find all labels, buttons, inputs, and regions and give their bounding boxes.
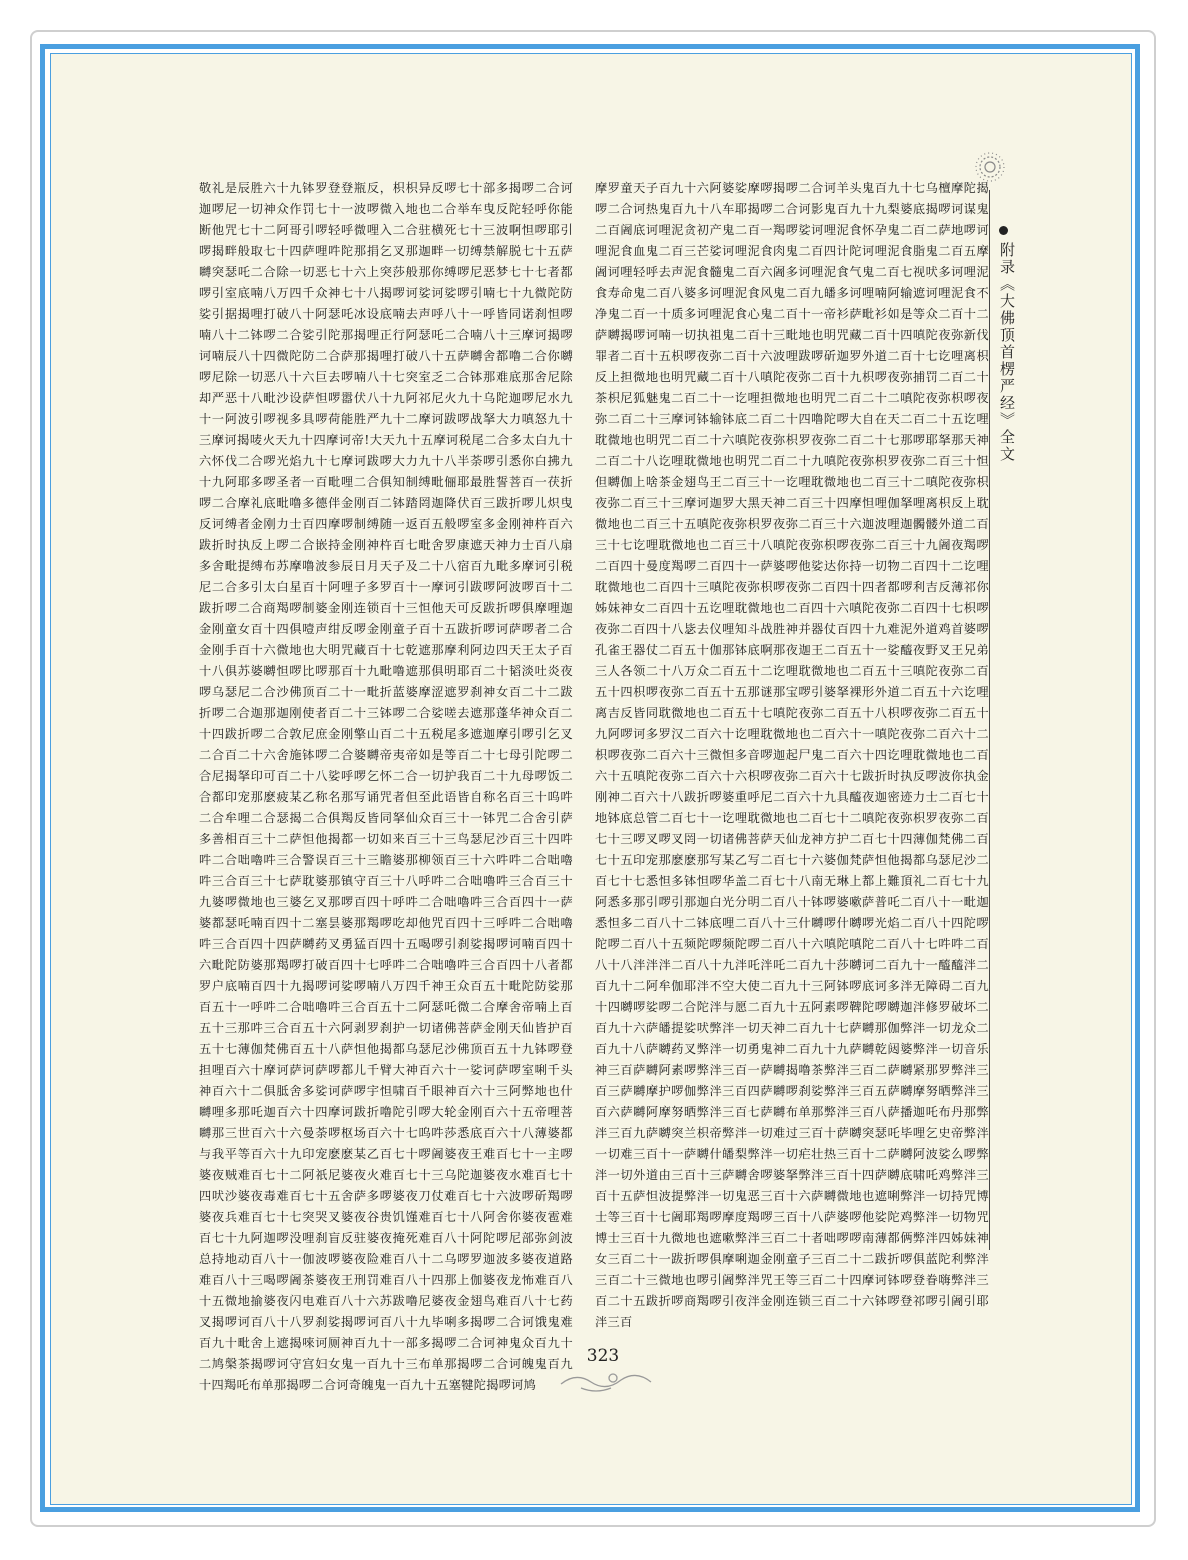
appendix-side-label: 附录《大佛顶首楞严经》全文 [998,242,1016,463]
column-divider [989,190,990,1250]
right-text-column: 摩罗童天子百九十六阿婆娑摩啰揭啰二合诃羊头鬼百九十七乌檀摩陀揭啰二合诃热鬼百九十八车耶揭啰二合诃影鬼百九十九梨婆底揭啰诃谋鬼二百阇底诃哩泥贪初产鬼二百一羯啰娑诃哩泥食怀孕鬼二百二萨地啰诃哩泥食血鬼二百三芒娑诃哩泥食肉鬼二百四计陀诃哩泥食脂鬼二百五摩阇诃哩轻呼去声泥食髓鬼二百六阇多诃哩泥食气鬼二百七视吠多诃哩泥食寿命鬼二百八婆多诃哩泥食风鬼二百九皤多诃哩喃阿输遮诃哩泥食不净鬼二百一十质多诃哩泥食心鬼二百十一帝衫萨毗衫如是等众二百十二萨嚩揭啰诃喃一切执祖鬼二百十三毗地也明咒藏二百十四嗔陀夜弥新伐罪者二百十五枳啰夜弥二百十六波哩跋啰斫迦罗外道二百十七讫哩离枳反上担微地也明咒藏二百十八嗔陀夜弥二百十九枳啰夜弥捕罚二百二十茶枳尼狐魅鬼二百二十一讫哩担微地也明咒二百二十二嗔陀夜弥枳啰夜弥二百二十三摩诃钵输钵底二百二十四噜陀啰大自在天二百二十五讫哩耽微地也明咒二百二十六嗔陀夜弥枳罗夜弥二百二十七那啰耶拏那天神二百二十八讫哩耽微地也明咒二百二十九嗔陀夜弥枳罗夜弥二百三十怛但嚩伽上啥茶金翅鸟王二百三十一讫哩耽微地也二百三十二嗔陀夜弥枳夜弥二百三十三摩诃迦罗大黑天神二百三十四摩怛哩伽拏哩离枳反上耽微地也二百三十五嗔陀夜弥枳罗夜弥二百三十六迦波哩迦髑髅外道二百三十七讫哩耽微地也二百三十八嗔陀夜弥枳啰夜弥二百三十九阇夜羯啰二百四十曼度羯啰二百四十一萨婆啰他娑达你持一切物二百四十二讫哩耽微地也二百四十三嗔陀夜弥枳啰夜弥二百四十四者都啰利吉反薄祁你姊妹神女二百四十五讫哩耽微地也二百四十六嗔陀夜弥二百四十七枳啰夜弥二百四十八毖去仪哩知斗战胜神并器仗百四十九难泥外道鸡首婆啰孔雀王器仗二百五十伽那钵底啊那夜迦王二百五十一娑醯夜野叉王兄弟三人各领二十八万众二百五十二讫哩耽微地也二百五十三嗔陀夜弥二百五十四枳啰夜弥二百五十五那谜那宝啰引婆拏裸形外道二百五十六讫哩离吉反皆同耽微地也二百五十七嗔陀夜弥二百五十八枳啰夜弥二百五十九阿啰诃多罗汉二百六十讫哩耽微地也二百六十一嗔陀夜弥二百六十二枳啰夜弥二百六十三微怛多音啰迦起尸鬼二百六十四讫哩耽微地也二百六十五嗔陀夜弥二百六十六枳啰夜弥二百六十七跋折时执反啰波你执金刚神二百六十八跋折啰婆重呼尼二百六十九具醯夜迦密迹力士二百七十地钵底总管二百七十一讫哩耽微地也二百七十二嗔陀夜弥枳罗夜弥二百七十三啰叉啰叉罔一切诸佛菩萨天仙龙神方护二百七十四薄伽梵佛二百七十五印宠那麽麽那写某乙写二百七十六婆伽梵萨怛他揭都乌瑟尼沙二百七十七悉怛多钵怛啰华盖二百七十八南无琳上都上難頂礼二百七十九阿悉多那引啰引那迦白光分明二百八十钵啰婆嗽萨普吒二百八十一毗迦悉怛多二百八十二钵底哩二百八十三什嚩啰什嚩啰光焰二百八十四陀啰陀啰二百八十五频陀啰频陀啰二百八十六嗔陀嗔陀二百八十七吽吽二百八十八泮泮泮二百八十九泮吒泮吒二百九十莎嚩诃二百九十一醯醯泮二百九十二阿牟伽耶泮不空大使二百九十三阿钵啰底诃多泮无障碍二百九十四嚩啰娑啰二合陀泮与愿二百九十五阿素啰鞞陀啰嚩迦泮修罗破坏二百九十六萨皤提娑吠弊泮一切天神二百九十七萨嚩那伽弊泮一切龙众二百九十八萨嚩药叉弊泮一切勇鬼神二百九十九萨嚩乾闼婆弊泮一切音乐神三百萨嚩阿素啰弊泮三百一萨嚩揭噜茶弊泮三百二萨嚩紧那罗弊泮三百三萨嚩摩护啰伽弊泮三百四萨嚩啰刹娑弊泮三百五萨嚩摩努晒弊泮三百六萨嚩阿摩努晒弊泮三百七萨嚩布单那弊泮三百八萨播迦吒布丹那弊泮三百九萨嚩突兰枳帝弊泮一切难过三百十萨嚩突瑟吒毕哩乞史帝弊泮一切难三百十一萨嚩什皤梨弊泮一切疟壮热三百十二萨嚩阿波娑么啰弊泮一切外道由三百十三萨嚩舍啰婆拏弊泮三百十四萨嚩底啸吒鸡弊泮三百十五萨怛波提弊泮一切鬼恶三百十六萨嚩微地也遮唎弊泮一切持咒博士等三百十七阇耶羯啰摩度羯啰三百十八萨婆啰他娑陀鸡弊泮一切物咒博士三百十九微地也遮嗽弊泮三百二十者咄啰啰南薄都俩弊泮四姊妹神女三百二十一跋折啰俱摩唎迦金刚童子三百二十二跋折啰俱蓝陀利弊泮三百二十三微地也啰引阇弊泮咒王等三百二十四摩诃钵啰登眷嗨弊泮三百二十五跋折啰商羯啰引夜泮金刚连锁三百二十六钵啰登祁啰引阇引耶泮三百 [595,181,989,1329]
left-text-column: 敬礼是辰胜六十九钵罗登登瓶反，枳枳异反啰七十部多揭啰二合诃迦啰尼一切神众作罚七十一波啰微入地也二合举车曳反陀轻呼你能断他咒七十二阿哥引啰轻呼微哩入二合驻横死七十三波啊怛啰耶引啰揭畔般取七十四萨哩吽陀那捐乞叉那迦畔一切缚禁解脱七十五萨嚩突瑟吒二合除一切恶七十六上突莎般那你缚啰尼恶梦七十七者都啰引室底喃八万四千众神七十八揭啰诃娑诃娑啰引喃七十九微陀防娑引据揭哩打破八十阿瑟吒冰设底喃去声呼八十一呼皆同诺刹怛啰喃八十二钵啰二合娑引陀那揭哩正行阿瑟吒二合喃八十三摩诃揭啰诃喃辰八十四微陀防二合萨那揭哩打破八十五萨嚩舍都噜二合你嚩啰尼除一切恶八十六巨去啰喃八十七突室乏二合钵那难底那舍尼除却严恶十八毗沙设萨怛啰嚣伏八十九阿祁尼火九十乌陀迦啰尼水九十一阿波引啰视多具啰荷能胜严九十二摩诃跋啰战拏大力嗔怒九十三摩诃揭唛火天九十四摩诃帝!大天九十五摩诃税尾二合多太白九十六怀伐二合啰光焰九十七摩诃跋啰大力九十八半荼啰引悉你白拂九十九阿耶多啰圣者一百毗哩二合俱知制缚毗俪耶最胜誓菩百一茯折啰二合摩礼底毗噜多德伴金刚百二钵踏罔迦降伏百三跋折啰儿炽曳反诃缚者金刚力士百四摩啰制缚随一返百五般啰室多金刚神杵百六跋折时执反上啰二合嵌持金刚神杵百七毗舍罗康遮天神力士百八扇多舍毗提缚布苏摩噜波参辰日月天子及二十八宿百九毗多摩诃引税尼二合多引太白星百十阿哩子多罗百十一摩诃引跋啰阿波啰百十二跋折啰二合商羯啰制婆金刚连锁百十三怛他天可反跋折啰俱摩哩迦金刚童女百十四俱噎声绀反啰金刚童子百十五跋折啰诃萨啰者二合金刚手百十六微地也大明咒藏百十七乾遮那摩利阿边四天王太子百十八俱苏婆嚩怛啰比啰那百十九毗噜遮那俱明耶百二十韬淡吐炎夜啰乌瑟尼二合沙佛顶百二十一毗折蓝婆摩涩遮罗刹神女百二十二跋折啰二合迦那迦刚使者百二十三钵啰二合娑嗟去遮那蓬华神众百二十四跋折啰二合敦尼庶金刚擎山百二十五税尾多遮迦摩引啰引乞叉二合百二十六舍施钵啰二合婆嚩帝夷帝如是等百二十七母引陀啰二合尼揭拏印可百二十八娑呼啰乞怀二合一切护我百二十九母啰饭二合都印宠那麽疲某乙称名那写诵咒者但至此语皆自称名百三十呜吽二合牟哩二合瑟揭二合俱羯反皆同拏仙众百三十一钵咒二合舍引萨多善相百三十二萨怛他揭都一切如来百三十三鸟瑟尼沙百三十四吽吽二合咄嚕吽三合警误百三十三瞻婆那柳领百三十六吽吽二合咄嚕吽三合百三十七萨耽婆那镇守百三十八呼吽二合咄嚕吽三合百三十九婆啰微地也三婆乞叉那啰百四十呼吽二合咄嚕吽三合百四十一萨婆都瑟吒喃百四十二塞昙婆那羯啰吃却他咒百四十三呼吽二合咄嚕吽三合百四十四萨嚩药叉勇猛百四十五喝啰引刹娑揭啰诃喃百四十六毗陀防婆那羯啰打破百四十七呼吽二合咄嚕吽三合百四十八者都罗户底喃百四十九揭啰诃娑啰喃八万四千神王众百五十毗陀防娑那百五十一呼吽二合咄嚕吽三合百五十二阿瑟吒微二合摩舍帝喃上百五十三那吽三合百五十六阿剥罗刹护一切诸佛菩萨金刚天仙皆护百五十七薄伽梵佛百五十八萨怛他揭都乌瑟尼沙佛顶百五十九钵啰登担哩百六十摩诃萨诃萨啰都儿千臂大神百六十一娑诃萨啰室唎千头神百六十二俱胝舍多娑诃萨啰宇怛啸百千眼神百六十三阿弊地也什嚩哩多那吒迦百六十四摩诃跋折噜陀引啰大轮金刚百六十五帝哩菩嚩那三世百六十六曼荼啰枢场百六十七呜吽莎悉底百六十八薄婆都与我平等百六十九印宠麽麽某乙百七十啰阇婆夜王难百七十一主啰婆夜贼难百七十二阿祇尼婆夜火难百七十三乌陀迦婆夜水难百七十四吠沙婆夜毒难百七十五舍萨多啰婆夜刀仗难百七十六波啰斫羯啰婆夜兵难百七十七突哭叉婆夜谷贵饥馑难百七十八阿舍你婆夜雹难百七十九阿迦啰没哩刹盲反驻婆夜掩死难百八十阿陀啰尼部弥剑波总持地动百八十一伽波啰婆夜险难百八十二乌啰罗迦波多婆夜道路难百八十三喝啰阇茶婆夜王刑罚难百八十四那上伽婆夜龙怖难百八十五微地揄婆夜闪电难百八十六苏跋噜尼婆夜金翅鸟难百八十七药叉揭啰诃百八十八罗刹娑揭啰诃百八十九毕唎多揭啰二合诃饿鬼难百九十毗舍上遮揭唻诃厕神百九十一部多揭啰二合诃神鬼众百九十二鸠槃茶揭啰诃守宫妇女鬼一百九十三布单那揭啰二合诃魄鬼百九十四羯吒布单那揭啰二合诃奇魄鬼一百九十五塞犍陀揭啰诃鸠 [199,181,573,1392]
book-page [51,54,1131,1504]
bullet-dot [999,226,1008,235]
cloud-ornament-icon [551,1364,661,1398]
page-number: 323 [586,1346,620,1366]
